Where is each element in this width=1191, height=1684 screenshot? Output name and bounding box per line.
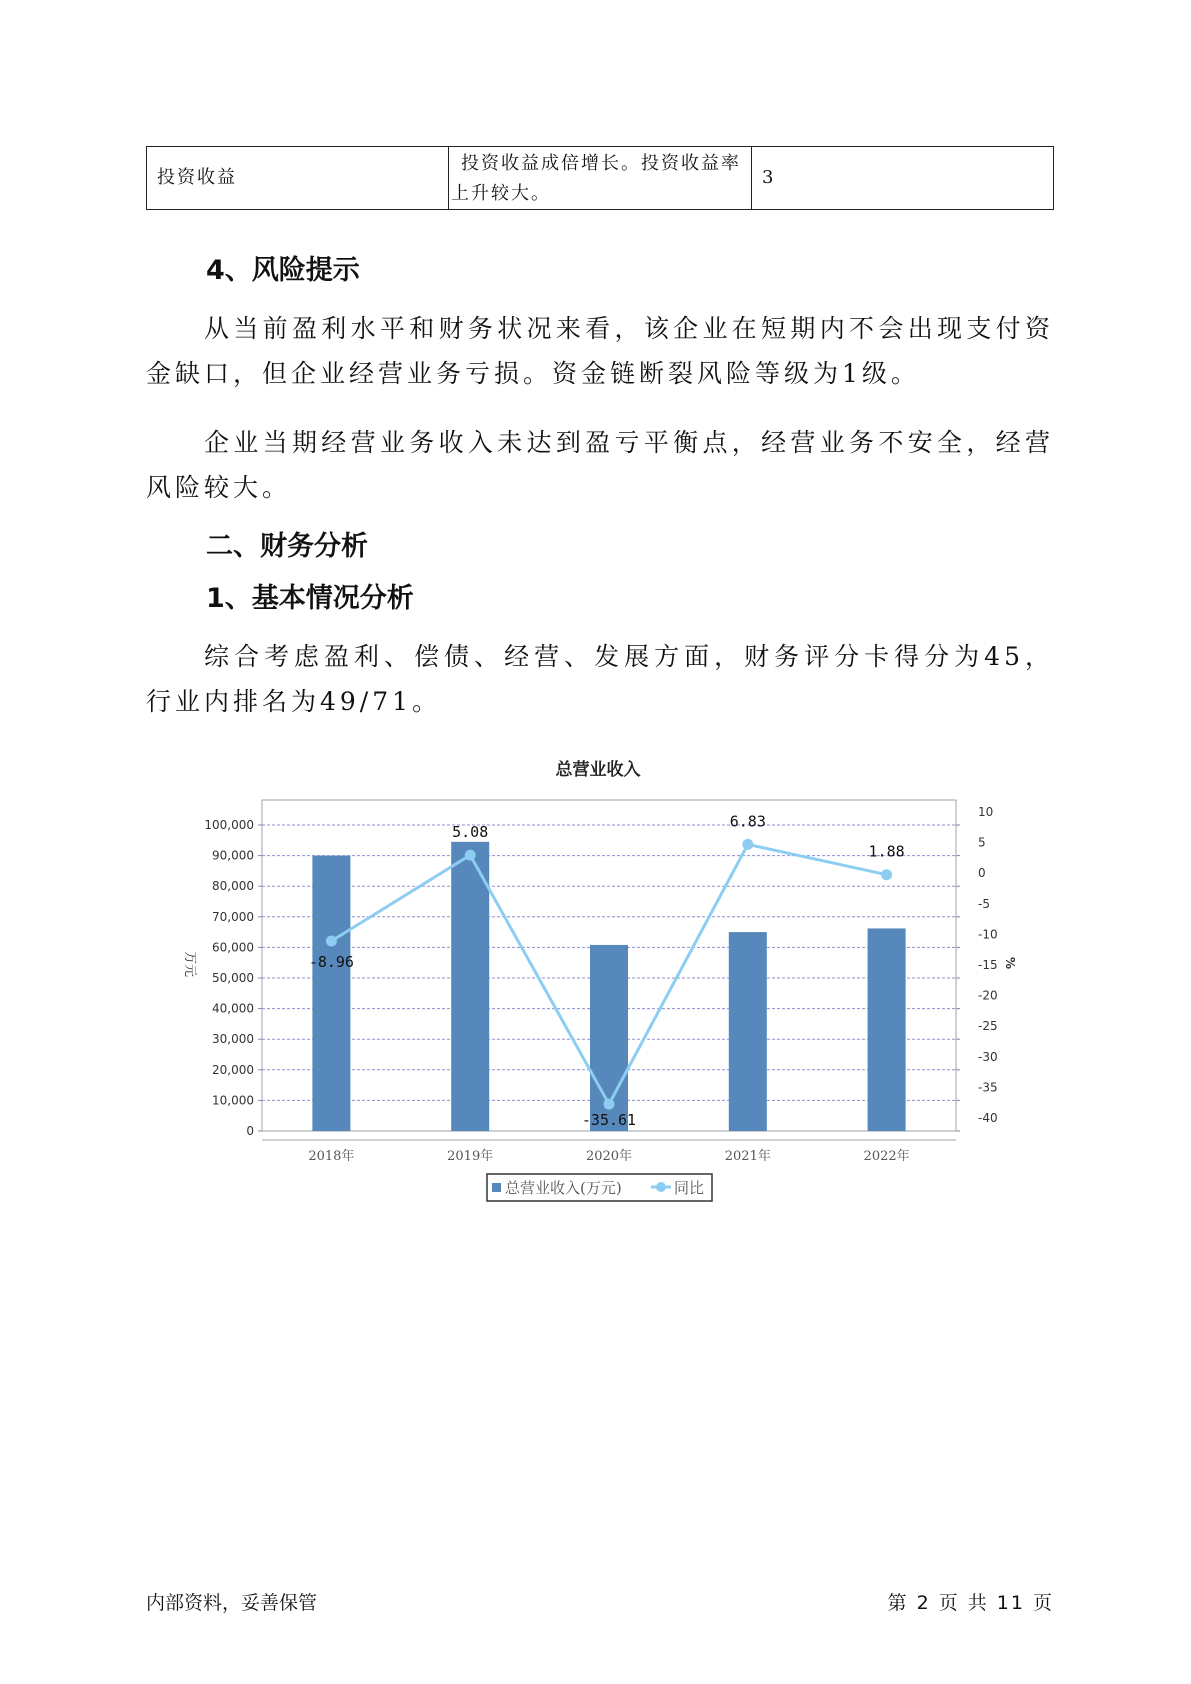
y2-axis-label: % <box>1003 956 1017 970</box>
bar-series <box>312 842 905 1131</box>
x-tick-label: 2018年 <box>308 1149 355 1164</box>
y-tick-label: 90,000 <box>212 848 254 863</box>
revenue-bar <box>868 928 906 1131</box>
basic-analysis-paragraph: 综合考虑盈利、偿债、经营、发展方面，财务评分卡得分为45，行业内排名为49/71。 <box>146 642 1054 716</box>
y-tick-label: 10,000 <box>212 1093 254 1108</box>
table-cell-score: 3 <box>762 167 776 188</box>
revenue-bar <box>312 856 350 1131</box>
y2-tick-label: 10 <box>978 805 994 819</box>
x-tick-label: 2019年 <box>447 1149 494 1164</box>
table-cell-item: 投资收益 <box>147 147 449 209</box>
chart-title: 总营业收入 <box>555 760 641 780</box>
risk-heading: 4、风险提示 <box>206 255 360 286</box>
finance-heading: 二、财务分析 <box>206 531 368 562</box>
y2-tick-label: -15 <box>978 958 998 972</box>
yoy-data-label: -8.96 <box>308 953 354 972</box>
yoy-point <box>881 869 892 880</box>
basic-analysis-heading: 1、基本情况分析 <box>206 583 414 614</box>
x-tick-label: 2020年 <box>585 1149 633 1164</box>
y2-tick-label: -5 <box>978 896 990 911</box>
y2-tick-label: -10 <box>978 927 998 942</box>
y-tick-label: 60,000 <box>212 940 254 955</box>
yoy-data-label: 6.83 <box>729 812 766 831</box>
y2-tick-label: 0 <box>978 866 986 881</box>
footer-page-number: 第 2 页 共 11 页 <box>887 1592 1054 1614</box>
legend-line-label: 同比 <box>674 1179 705 1197</box>
yoy-point <box>742 839 753 850</box>
y-tick-label: 80,000 <box>212 879 254 894</box>
y-tick-label: 70,000 <box>212 909 254 924</box>
y2-tick-label: -35 <box>978 1080 998 1095</box>
risk-paragraph-1: 从当前盈利水平和财务状况来看，该企业在短期内不会出现支付资金缺口，但企业经营业务亏损。资金链断裂风险等级为1级。 <box>146 314 1054 388</box>
revenue-bar <box>451 842 489 1131</box>
y2-tick-label: -25 <box>978 1019 998 1034</box>
y-tick-label: 100,000 <box>204 818 254 832</box>
yoy-data-label: -35.61 <box>581 1111 637 1130</box>
y-tick-label: 20,000 <box>212 1062 254 1077</box>
y-axis-label: 万元 <box>182 950 197 978</box>
y-tick-label: 0 <box>246 1124 254 1138</box>
y2-tick-label: -30 <box>978 1049 998 1064</box>
legend-bar-swatch <box>492 1183 501 1192</box>
yoy-point <box>465 850 476 861</box>
yoy-data-label: 5.08 <box>452 823 489 842</box>
y2-tick-label: -40 <box>978 1111 998 1125</box>
revenue-bar <box>729 932 767 1131</box>
footer-confidential-note: 内部资料，妥善保管 <box>146 1592 318 1614</box>
legend-line-marker <box>656 1182 666 1192</box>
table-cell-description-line1: 投资收益成倍增长。投资收益率 <box>461 153 741 174</box>
x-tick-label: 2022年 <box>863 1149 910 1164</box>
x-tick-label: 2021年 <box>724 1149 771 1164</box>
y-tick-label: 40,000 <box>212 1001 254 1016</box>
y2-tick-label: 5 <box>978 835 986 850</box>
risk-paragraph-2: 企业当期经营业务收入未达到盈亏平衡点，经营业务不安全，经营风险较大。 <box>146 428 1054 502</box>
table-cell-description-line2: 上升较大。 <box>451 183 551 204</box>
yoy-data-label: 1.88 <box>868 842 905 861</box>
yoy-point <box>326 936 337 947</box>
chart-legend <box>487 1174 712 1201</box>
y2-tick-label: -20 <box>978 988 998 1003</box>
y-tick-label: 50,000 <box>212 971 254 985</box>
legend-bar-label: 总营业收入(万元) <box>505 1179 622 1197</box>
yoy-point <box>604 1099 615 1110</box>
y-tick-label: 30,000 <box>212 1032 254 1047</box>
